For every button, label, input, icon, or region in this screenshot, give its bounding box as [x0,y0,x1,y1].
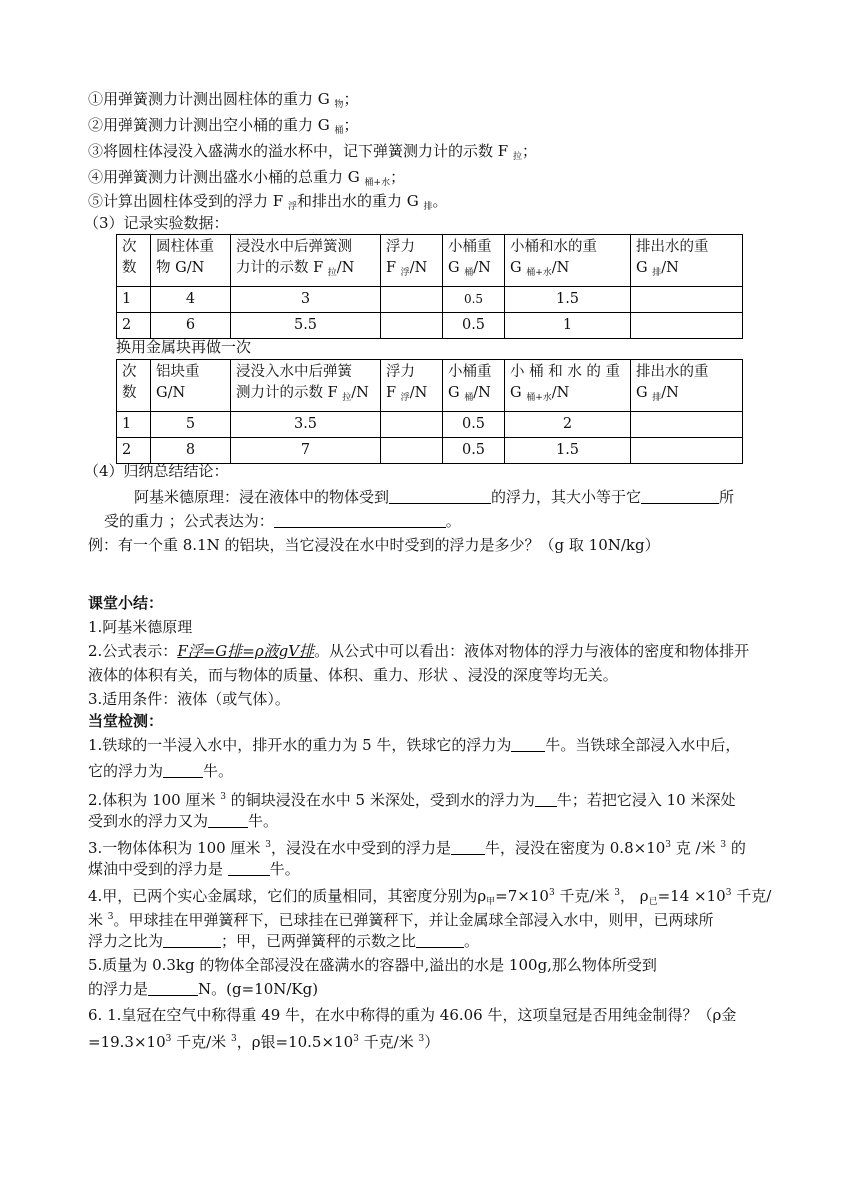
table-cell: 5 [151,412,231,438]
header-cell: 浮力 F $_浮$/N [381,360,443,412]
answer-blank[interactable] [163,761,203,778]
step-2 [88,114,359,142]
step-tail: ； [390,168,406,186]
step-tail: ； [343,116,359,134]
step-tail: ； [521,142,537,160]
question-6-cont: $=19.3\times 10^3$ 千克/米 $^3$，ρ银$=10.5\times 10^3$ 千克/米 $^3$） [88,1033,440,1051]
test-title: 当堂检测： [88,712,164,730]
header-cell: 小桶和水的重 G $_{桶+水}$/N [505,235,631,287]
table-cell: 0.5 [443,438,505,464]
table-cell: 1.5 [505,287,631,313]
table-cell [631,287,743,313]
answer-blank[interactable] [274,511,446,528]
table-header-row [117,360,743,412]
answer-blank[interactable] [451,838,485,855]
summary-item-3: 3.适用条件：液体（或气体）。 [88,690,290,708]
table-cell: 8 [151,438,231,464]
table-cell: 1 [117,412,151,438]
table-cell: 4 [151,287,231,313]
table-row [117,313,743,339]
summary-item-2: 2.公式表示：F浮=G排=ρ液gV排。从公式中可以看出：液体对物体的浮力与液体的密度和物体排开 [88,642,750,660]
question-4-cont-1: 米 $^3$。甲球挂在甲弹簧秤下，已球挂在已弹簧秤下，并让金属球全部浸入水中，则甲，已两球所 [88,911,714,929]
answer-blank[interactable] [641,487,719,504]
step-text: ③将圆柱体浸没入盛满水的溢水杯中，记下弹簧测力计的示数 F [88,142,513,160]
header-cell: 浮力 F $_浮$/N [381,235,443,287]
table-cell: 2 [117,313,151,339]
step-mid: 和排出水的重力 G [296,192,424,210]
question-6: 6. 1.皇冠在空气中称得重 49 牛，在水中称得的重为 46.06 牛，这项皇冠是否用纯金制得？（ρ金 [88,1006,737,1024]
step-sub: 桶 [334,126,344,136]
table-row [117,412,743,438]
question-2: 2.体积为 100 厘米 $^3$ 的铜块浸没在水中 5 米深处，受到水的浮力为 牛；若把它浸入 10 米深处 [88,791,736,809]
question-4-cont-2: 浮力之比为 ；甲，已两弹簧秤的示数之比 。 [88,932,480,950]
step-text: ①用弹簧测力计测出圆柱体的重力 G [88,90,335,108]
question-2-cont: 受到水的浮力又为 牛。 [88,812,279,830]
table-cell [631,412,743,438]
table-cell: 6 [151,313,231,339]
step-sub: 拉 [512,152,522,162]
header-cell: 小 桶 和 水 的 重 G $_{桶+水}$/N [505,360,631,412]
table-cell: 1 [505,313,631,339]
buoyancy-formula: F浮=G排=ρ液gV排 [177,642,315,660]
table-cell: 1.5 [505,438,631,464]
table-cell [381,287,443,313]
step-tail: ； [343,90,359,108]
header-cell: 铝块重 G/N [151,360,231,412]
step-3 [88,140,537,168]
question-5: 5.质量为 0.3kg 的物体全部浸没在盛满水的容器中,溢出的水是 100g,那么物体所受到 [88,956,657,974]
answer-blank[interactable] [148,979,198,996]
step-text: ④用弹簧测力计测出盛水小桶的总重力 G [88,168,365,186]
table-cell [381,412,443,438]
header-cell: 排出水的重 G $_排$/N [631,360,743,412]
table-cell: 2 [117,438,151,464]
header-cell: 排出水的重 G $_排$/N [631,235,743,287]
step-sub: 桶+水 [364,178,391,188]
table-cell: 0.5 [443,412,505,438]
question-3-cont: 煤油中受到的浮力是 牛。 [88,860,300,878]
answer-blank[interactable] [389,487,491,504]
conclusion-line-1: 阿基米德原理：浸在液体中的物体受到 的浮力，其大小等于它 所 [134,488,735,506]
step-text: ②用弹簧测力计测出空小桶的重力 G [88,116,335,134]
step-tail: 。 [432,192,448,210]
header-cell: 圆柱体重 物 G/N [151,235,231,287]
table-cell: 2 [505,412,631,438]
header-cell: 小桶重 G $_桶$/N [443,235,505,287]
header-cell: 小桶重 G $_桶$/N [443,360,505,412]
header-cell: 次 数 [117,360,151,412]
table-cell: 0.5 [443,287,505,313]
data-table-cylinder [116,234,743,339]
answer-blank[interactable] [163,931,221,948]
question-3: 3.一物体体积为 100 厘米 $^3$，浸没在水中受到的浮力是 牛，浸没在密度为 $0.8\times 10^3$ 克 /米 $^3$ 的 [88,839,746,857]
step-text: ⑤计算出圆柱体受到的浮力 F [88,192,288,210]
table-header-row [117,235,743,287]
question-1: 1.铁球的一半浸入水中，排开水的重力为 5 牛，铁球它的浮力为 牛。当铁球全部浸入水中后， [88,736,741,754]
data-table-aluminum [116,359,743,464]
step-sub: 浮 [287,202,297,212]
answer-blank[interactable] [208,811,248,828]
table-cell [631,313,743,339]
table-cell: 3.5 [231,412,381,438]
summary-item-2-cont: 液体的体积有关，而与物体的质量、体积、重力、形状 、浸没的深度等均无关。 [88,666,618,684]
table-cell: 3 [231,287,381,313]
question-5-cont: 的浮力是 N。(g=10N/Kg) [88,980,319,998]
step-1 [88,88,359,116]
example-question: 例：有一个重 8.1N 的铝块，当它浸没在水中时受到的浮力是多少？（g 取 10N/kg） [88,536,660,554]
table-cell: 0.5 [443,313,505,339]
answer-blank[interactable] [511,735,545,752]
question-1-cont: 它的浮力为 牛。 [88,762,234,780]
summary-item-1: 1.阿基米德原理 [88,618,193,636]
step-sub: 排 [423,202,433,212]
conclusion-line-2: 受的重力 ；公式表达为： 。 [104,512,461,530]
header-cell: 浸没入水中后弹簧 测力计的示数 F $_拉$/N [231,360,381,412]
header-cell: 浸没水中后弹簧测 力计的示数 F $_拉$/N [231,235,381,287]
conclusion-heading: （4）归纳总结结论： [84,462,229,480]
question-4: 4.甲，已两个实心金属球，它们的质量相同，其密度分别为$\rho_甲=7\times 10^3$ 千克/米 $^3$， $\rho_已=14 \times 10^3$ 千克/ [88,887,772,907]
header-cell: 次 数 [117,235,151,287]
summary-title: 课堂小结： [88,594,164,612]
record-heading: （3）记录实验数据： [84,214,229,232]
switch-note: 换用金属块再做一次 [116,338,252,356]
table-cell [381,438,443,464]
table-cell: 1 [117,287,151,313]
answer-blank[interactable] [228,859,270,876]
table-cell [631,438,743,464]
table-cell: 7 [231,438,381,464]
table-cell [381,313,443,339]
table-row [117,287,743,313]
answer-blank[interactable] [535,790,557,807]
step-sub: 物 [334,100,344,110]
table-cell: 5.5 [231,313,381,339]
answer-blank[interactable] [416,931,464,948]
